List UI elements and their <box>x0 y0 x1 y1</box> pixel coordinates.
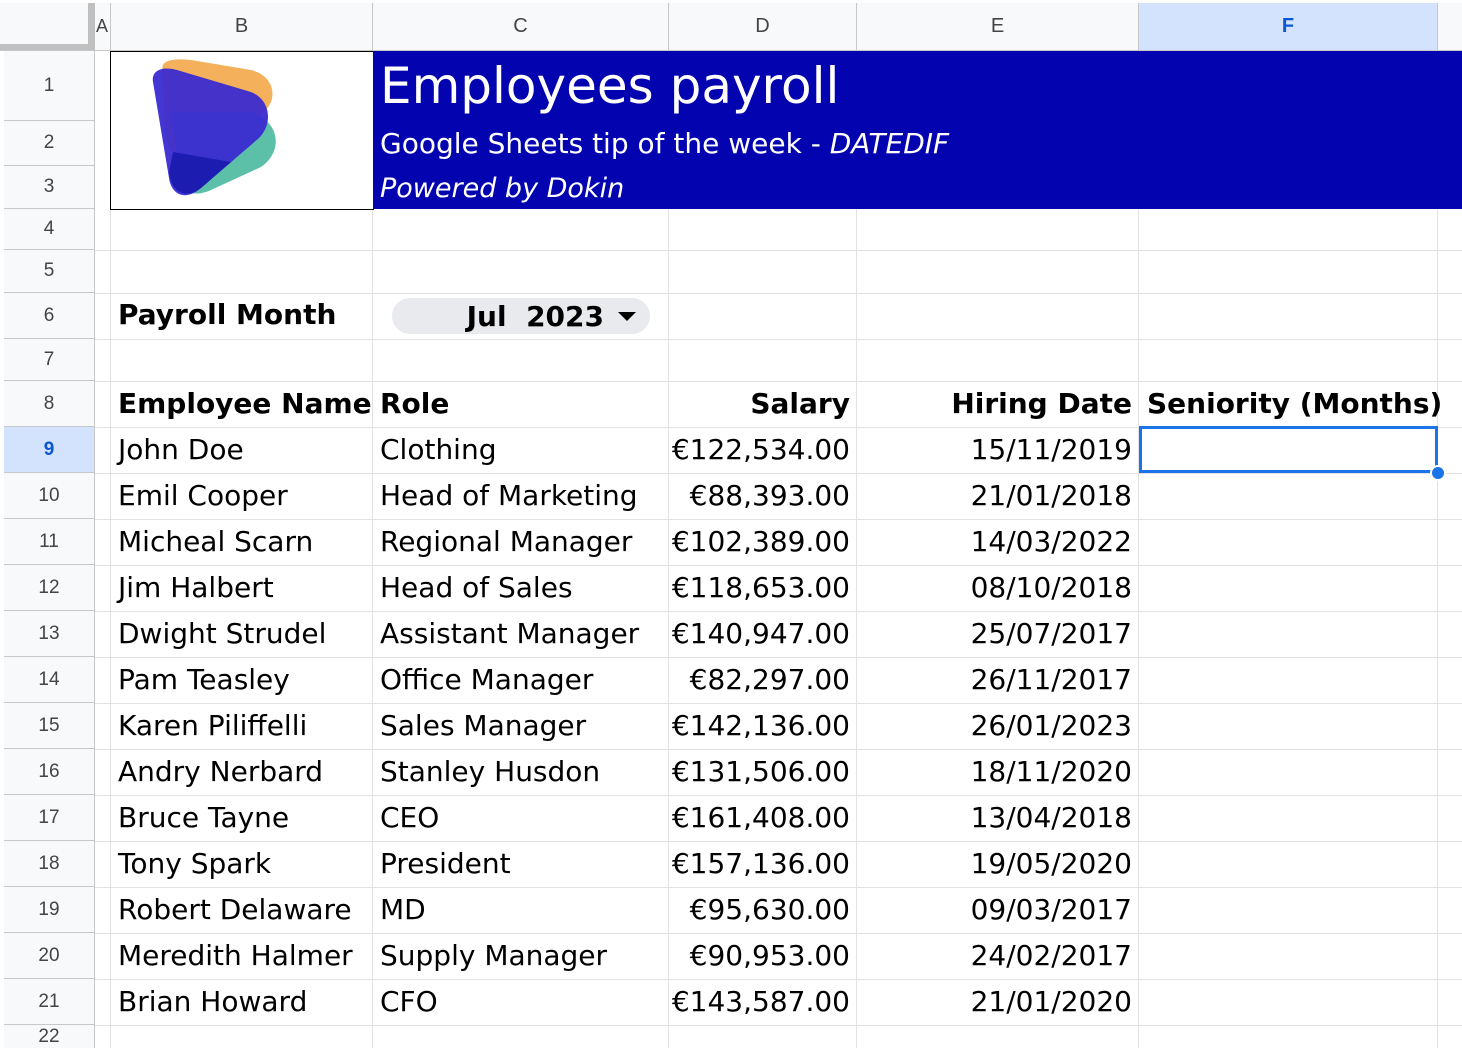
cell-hiring-date[interactable]: 14/03/2022 <box>970 525 1132 558</box>
row-header-9[interactable]: 9 <box>4 427 95 473</box>
dokin-logo-icon <box>111 52 373 209</box>
cell-salary[interactable]: €143,587.00 <box>671 985 850 1018</box>
cell-salary[interactable]: €131,506.00 <box>671 755 850 788</box>
cell-name[interactable]: Meredith Halmer <box>118 939 353 972</box>
row-header-15[interactable]: 15 <box>4 703 95 749</box>
row-header-14[interactable]: 14 <box>4 657 95 703</box>
cell-role[interactable]: Stanley Husdon <box>380 755 601 788</box>
cell-hiring-date[interactable]: 18/11/2020 <box>970 755 1132 788</box>
row-header-22[interactable]: 22 <box>4 1025 95 1048</box>
powered-by-text: Powered by Dokin <box>380 173 625 204</box>
payroll-month-value: Jul 2023 <box>466 299 604 333</box>
cell-salary[interactable]: €122,534.00 <box>671 433 850 466</box>
row-headers <box>0 0 95 1048</box>
cell-role[interactable]: Clothing <box>380 433 497 466</box>
row-header-5[interactable]: 5 <box>4 250 95 293</box>
column-header-a[interactable]: A <box>95 3 111 51</box>
row-header-18[interactable]: 18 <box>4 841 95 887</box>
function-name: DATEDIF <box>829 127 950 160</box>
cell-role[interactable]: CEO <box>380 801 440 834</box>
cell-salary[interactable]: €118,653.00 <box>671 571 850 604</box>
active-cell-selection[interactable] <box>1139 426 1438 473</box>
row-header-20[interactable]: 20 <box>4 933 95 979</box>
row-header-19[interactable]: 19 <box>4 887 95 933</box>
cell-salary[interactable]: €140,947.00 <box>671 617 850 650</box>
cell-salary[interactable]: €142,136.00 <box>671 709 850 742</box>
header-hiring-date[interactable]: Hiring Date <box>951 387 1132 420</box>
fill-handle[interactable] <box>1430 465 1446 481</box>
row-header-7[interactable]: 7 <box>4 339 95 381</box>
cell-role[interactable]: MD <box>380 893 426 926</box>
cell-hiring-date[interactable]: 21/01/2020 <box>970 985 1132 1018</box>
cell-hiring-date[interactable]: 26/01/2023 <box>970 709 1132 742</box>
cell-name[interactable]: Pam Teasley <box>118 663 290 696</box>
cell-role[interactable]: Sales Manager <box>380 709 587 742</box>
cell-name[interactable]: Robert Delaware <box>118 893 352 926</box>
header-salary[interactable]: Salary <box>750 387 850 420</box>
cell-name[interactable]: John Doe <box>118 433 244 466</box>
row-header-11[interactable]: 11 <box>4 519 95 565</box>
cell-role[interactable]: President <box>380 847 511 880</box>
cell-role[interactable]: Head of Sales <box>380 571 573 604</box>
cell-hiring-date[interactable]: 21/01/2018 <box>970 479 1132 512</box>
cell-hiring-date[interactable]: 24/02/2017 <box>970 939 1132 972</box>
cell-name[interactable]: Tony Spark <box>118 847 272 880</box>
cell-hiring-date[interactable]: 26/11/2017 <box>970 663 1132 696</box>
header-role[interactable]: Role <box>380 387 450 420</box>
row-header-4[interactable]: 4 <box>4 209 95 250</box>
row-header-2[interactable]: 2 <box>4 121 95 166</box>
cell-role[interactable]: Head of Marketing <box>380 479 638 512</box>
cell-hiring-date[interactable]: 13/04/2018 <box>970 801 1132 834</box>
cell-role[interactable]: CFO <box>380 985 438 1018</box>
cell-hiring-date[interactable]: 25/07/2017 <box>970 617 1132 650</box>
logo-cell[interactable] <box>110 51 374 210</box>
row-header-3[interactable]: 3 <box>4 166 95 209</box>
header-employee-name[interactable]: Employee Name <box>118 387 372 420</box>
cell-salary[interactable]: €102,389.00 <box>671 525 850 558</box>
row-header-21[interactable]: 21 <box>4 979 95 1025</box>
column-header-b[interactable]: B <box>111 3 373 51</box>
sheet-subtitle: Google Sheets tip of the week - DATEDIF <box>380 127 950 160</box>
dropdown-arrow-icon[interactable] <box>618 312 636 321</box>
column-header-e[interactable]: E <box>857 3 1139 51</box>
sheet-title: Employees payroll <box>380 57 840 115</box>
cell-name[interactable]: Bruce Tayne <box>118 801 290 834</box>
cell-name[interactable]: Brian Howard <box>118 985 308 1018</box>
row-header-10[interactable]: 10 <box>4 473 95 519</box>
header-seniority[interactable]: Seniority (Months) <box>1147 387 1443 420</box>
row-header-13[interactable]: 13 <box>4 611 95 657</box>
cell-name[interactable]: Karen Piliffelli <box>118 709 308 742</box>
column-header-d[interactable]: D <box>669 3 857 51</box>
cell-role[interactable]: Office Manager <box>380 663 594 696</box>
cell-hiring-date[interactable]: 15/11/2019 <box>970 433 1132 466</box>
cell-salary[interactable]: €157,136.00 <box>671 847 850 880</box>
cell-salary[interactable]: €161,408.00 <box>671 801 850 834</box>
cell-name[interactable]: Dwight Strudel <box>118 617 327 650</box>
column-header-c[interactable]: C <box>373 3 669 51</box>
cell-salary[interactable]: €88,393.00 <box>689 479 850 512</box>
cell-hiring-date[interactable]: 08/10/2018 <box>970 571 1132 604</box>
column-header-f[interactable]: F <box>1139 3 1438 51</box>
row-header-12[interactable]: 12 <box>4 565 95 611</box>
cell-name[interactable]: Micheal Scarn <box>118 525 314 558</box>
cell-salary[interactable]: €95,630.00 <box>689 893 850 926</box>
cell-name[interactable]: Andry Nerbard <box>118 755 324 788</box>
cell-salary[interactable]: €82,297.00 <box>689 663 850 696</box>
row-header-8[interactable]: 8 <box>4 381 95 427</box>
row-header-17[interactable]: 17 <box>4 795 95 841</box>
cell-hiring-date[interactable]: 19/05/2020 <box>970 847 1132 880</box>
cell-name[interactable]: Jim Halbert <box>118 571 274 604</box>
cell-salary[interactable]: €90,953.00 <box>689 939 850 972</box>
payroll-month-dropdown[interactable] <box>392 298 650 334</box>
cell-role[interactable]: Regional Manager <box>380 525 633 558</box>
row-header-6[interactable]: 6 <box>4 293 95 339</box>
payroll-month-label: Payroll Month <box>118 298 337 331</box>
cell-name[interactable]: Emil Cooper <box>118 479 288 512</box>
column-header-g[interactable] <box>1438 3 1462 51</box>
cell-role[interactable]: Assistant Manager <box>380 617 640 650</box>
row-header-1[interactable]: 1 <box>4 51 95 121</box>
cell-hiring-date[interactable]: 09/03/2017 <box>970 893 1132 926</box>
row-header-16[interactable]: 16 <box>4 749 95 795</box>
cell-role[interactable]: Supply Manager <box>380 939 608 972</box>
